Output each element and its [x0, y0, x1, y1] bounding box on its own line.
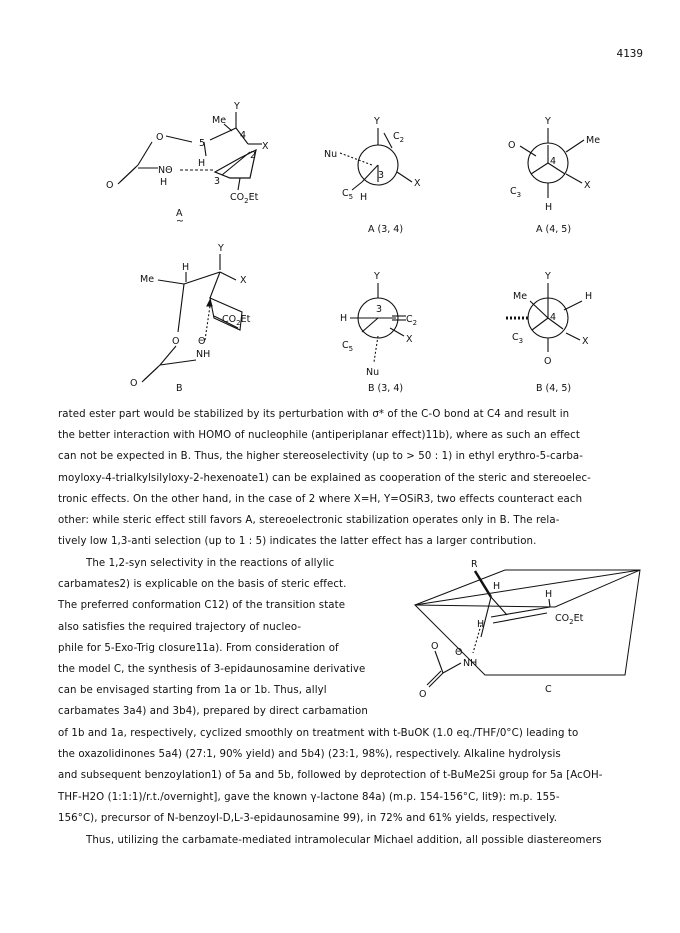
- svg-text:4: 4: [550, 156, 557, 167]
- line: can be envisaged starting from 1a or 1b. Thus, allyl: [58, 685, 327, 697]
- svg-text:C2: $C_2$: [406, 314, 418, 327]
- svg-text:O: O: [419, 689, 427, 700]
- paragraph-3: [58, 723, 638, 829]
- svg-text:O: O: [130, 378, 138, 389]
- svg-text:Y: Y: [545, 116, 551, 127]
- line: phile for 5-Exo-Trig closure11a). From consideration of: [58, 642, 339, 654]
- svg-text:Me: Me: [586, 135, 601, 146]
- svg-text:CO2Et: $CO_2Et$: [555, 613, 584, 626]
- caption-b34: B (3, 4): [368, 383, 404, 394]
- line: carbamates2) is explicable on the basis of steric effect.: [58, 579, 347, 591]
- svg-text:H: H: [585, 291, 593, 302]
- svg-text:4: 4: [240, 130, 247, 141]
- svg-text:X: X: [240, 275, 247, 286]
- svg-text:X: X: [584, 180, 591, 191]
- line: of 1b and 1a, respectively, cyclized smoothly on treatment with t-BuOK (1.0 eq./THF/0°C) leading to: [58, 728, 579, 739]
- svg-text:Nu: Nu: [366, 367, 380, 378]
- structure-b: [130, 243, 251, 394]
- line: carbamates 3a4) and 3b4), prepared by direct carbamation: [58, 706, 368, 718]
- svg-text:Y: Y: [374, 271, 380, 282]
- line: the model C, the synthesis of 3-epidaunosamine derivative: [58, 664, 366, 676]
- caption-c: C: [545, 684, 552, 695]
- svg-text:H: H: [182, 262, 190, 273]
- line: and subsequent benzoylation1) of 5a and 5b, followed by deprotection of t-BuMe2Si group for 5a [AcOH-: [58, 770, 603, 782]
- svg-text:O: O: [431, 641, 439, 652]
- svg-text:H: H: [340, 313, 348, 324]
- svg-text:Me: Me: [513, 291, 528, 302]
- svg-text:3: 3: [378, 170, 385, 181]
- svg-text:O: O: [106, 180, 114, 191]
- svg-text:X: X: [262, 141, 269, 152]
- line: rated ester part would be stabilized by its perturbation with σ* of the C-O bond at C4 and result in: [58, 409, 570, 420]
- caption-b: B: [176, 383, 183, 394]
- svg-text:C3: $C_3$: [510, 186, 522, 199]
- svg-text:O: O: [508, 140, 516, 151]
- svg-text:Me: Me: [140, 274, 155, 285]
- svg-text:C2: $C_2$: [393, 131, 405, 144]
- svg-text:NΘ: NΘ: [158, 165, 173, 176]
- svg-text:C5: $C_5$: [342, 340, 354, 353]
- paragraph-1: [58, 404, 638, 552]
- model-c-figure: [395, 555, 645, 705]
- line: the better interaction with HOMO of nucleophile (antiperiplanar effect)11b), where as such an effect: [58, 430, 580, 442]
- paragraph-2: [58, 553, 378, 723]
- svg-text:C3: $C_3$: [512, 332, 524, 345]
- line: The 1,2-syn selectivity in the reactions of allylic: [86, 558, 335, 569]
- svg-text:Y: Y: [545, 271, 551, 282]
- svg-text:Θ: Θ: [198, 336, 206, 347]
- caption-a34: A (3, 4): [368, 224, 404, 235]
- svg-text:H: H: [198, 158, 206, 169]
- svg-text:Y: Y: [374, 116, 380, 127]
- svg-text:H: H: [360, 192, 368, 203]
- line: tively low 1,3-anti selection (up to 1 : 5) indicates the latter effect has a larger contribution.: [58, 536, 537, 548]
- svg-text:H: H: [493, 581, 501, 592]
- svg-text:NH: NH: [196, 349, 211, 360]
- line: The preferred conformation C12) of the transition state: [58, 600, 346, 612]
- svg-text:X: X: [406, 334, 413, 345]
- svg-text:O: O: [172, 336, 180, 347]
- svg-text:O: O: [544, 356, 552, 367]
- svg-text:~: ~: [176, 216, 184, 227]
- svg-text:2: 2: [250, 150, 257, 161]
- line: also satisfies the required trajectory of nucleo-: [58, 621, 302, 633]
- svg-text:Me: Me: [212, 115, 227, 126]
- newman-a-4-5: [508, 116, 600, 235]
- svg-text:O: O: [156, 132, 164, 143]
- svg-text:X: X: [414, 178, 421, 189]
- paragraph-4: [58, 830, 638, 851]
- svg-text:H: H: [477, 619, 485, 630]
- caption-a: A: [176, 208, 183, 219]
- line: tronic effects. On the other hand, in the case of 2 where X=H, Y=OSiR3, two effects counteract each: [58, 493, 583, 505]
- svg-text:R: R: [471, 559, 478, 570]
- svg-text:3: 3: [376, 304, 383, 315]
- svg-text:H: H: [545, 202, 553, 213]
- newman-a-3-4: [324, 116, 421, 235]
- conformation-scheme: [0, 0, 680, 400]
- line: the oxazolidinones 5a4) (27:1, 90% yield) and 5b4) (23:1, 98%), respectively. Alkaline hydrolysis: [58, 749, 561, 761]
- svg-text:3: 3: [214, 176, 221, 187]
- line: can not be expected in B. Thus, the higher stereoselectivity (up to > 50 : 1) in ethyl erythro-5-carba-: [58, 451, 584, 463]
- svg-text:Nu: Nu: [324, 149, 338, 160]
- caption-a45: A (4, 5): [536, 224, 572, 235]
- svg-text:5: 5: [199, 138, 206, 149]
- line: Thus, utilizing the carbamate-mediated intramolecular Michael addition, all possible diastereomers: [86, 835, 602, 846]
- svg-text:4: 4: [550, 312, 557, 323]
- line: other: while steric effect still favors A, stereoelectronic stabilization operates only in B. The rela-: [58, 515, 560, 527]
- svg-text:C5: $C_5$: [342, 188, 354, 201]
- page-number: 4139: [616, 47, 643, 60]
- svg-text:NH: NH: [463, 658, 478, 669]
- svg-text:Θ: Θ: [455, 647, 463, 658]
- structure-a: [106, 101, 269, 227]
- label-y: Y: [234, 101, 240, 112]
- svg-text:H: H: [160, 177, 168, 188]
- svg-text:X: X: [582, 336, 589, 347]
- svg-text:CO2Et: $CO_2Et$: [222, 314, 251, 327]
- caption-b45: B (4, 5): [536, 383, 572, 394]
- svg-text:CO2Et: $CO_2Et$: [230, 192, 259, 205]
- newman-b-4-5: [506, 271, 592, 394]
- line: moyloxy-4-trialkylsilyloxy-2-hexenoate1) can be explained as cooperation of the steric and stereoelec-: [58, 472, 591, 484]
- svg-text:Y: Y: [218, 243, 224, 254]
- line: 156°C), precursor of N-benzoyl-D,L-3-epidaunosamine 99), in 72% and 61% yields, respectively.: [58, 812, 558, 824]
- newman-b-3-4: [340, 271, 417, 394]
- svg-text:H: H: [545, 589, 553, 600]
- line: THF-H2O (1:1:1)/r.t./overnight], gave the known γ-lactone 84a) (m.p. 154-156°C, lit9): m.p. 155-: [58, 791, 560, 803]
